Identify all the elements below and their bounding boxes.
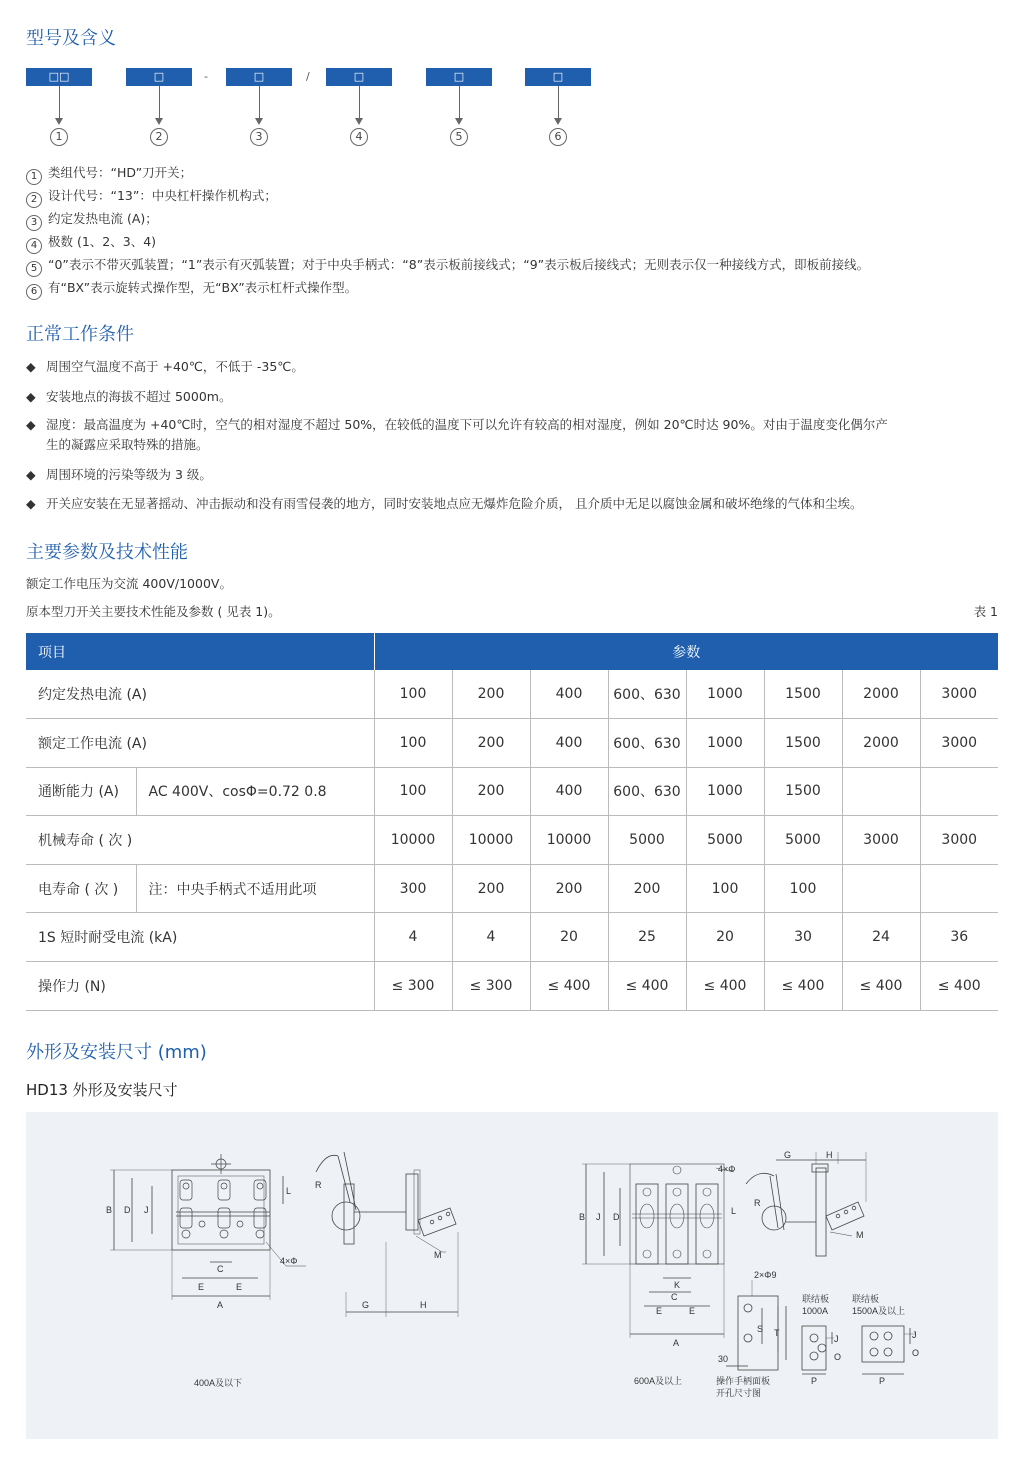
code-separator: - [204, 70, 208, 83]
section-title-conditions: 正常工作条件 [26, 324, 134, 345]
drawing-subtitle: HD13 外形及安装尺寸 [26, 1081, 178, 1099]
dim-label: L [731, 1206, 737, 1216]
handle-caption: 开孔尺寸图 [716, 1388, 762, 1398]
condition-item: ◆ 开关应安装在无显著摇动、冲击振动和没有雨雪侵袭的地方，同时安装地点应无爆炸危险介质， 且介质中无足以腐蚀金属和破坏绝缘的气体和尘埃。 [26, 494, 1001, 514]
voltage-text: 额定工作电压为交流 400V/1000V。 [26, 576, 232, 591]
dim-label: O [834, 1352, 842, 1362]
table-row: 电寿命 ( 次 ) 注：中央手柄式不适用此项 300 200 200 200 100 100 [26, 864, 998, 913]
hole-note-2: 2×Φ9 [754, 1270, 777, 1280]
plate-caption: 1500A及以上 [852, 1306, 906, 1316]
dimension-drawing [26, 1112, 998, 1439]
arrow-down-icon [355, 118, 363, 125]
caption-left: 400A及以下 [194, 1378, 243, 1388]
table-row: 额定工作电流 (A) 100 200 400 600、630 1000 1500 2000 3000 [26, 719, 998, 768]
table-head-item: 项目 [26, 633, 374, 670]
arrow-down-icon [455, 118, 463, 125]
handle-caption: 操作手柄面板 [716, 1376, 771, 1386]
code-box: □ [126, 68, 192, 86]
pointer-line [59, 86, 60, 122]
dim-label: A [673, 1338, 680, 1348]
caption-right: 600A及以上 [634, 1376, 683, 1386]
dim-label: M [434, 1250, 442, 1260]
dim-label: R [315, 1180, 322, 1190]
dim-label: L [286, 1186, 292, 1196]
code-number: 1 [50, 128, 68, 146]
condition-item: ◆ 安装地点的海拔不超过 5000m。 [26, 387, 1001, 407]
diamond-bullet-icon: ◆ [26, 496, 36, 511]
code-number: 6 [549, 128, 567, 146]
dim-label: G [784, 1150, 792, 1160]
dim-label: J [912, 1330, 917, 1340]
arrow-down-icon [255, 118, 263, 125]
pointer-line [159, 86, 160, 122]
section-title-model: 型号及含义 [26, 28, 116, 49]
plate-caption: 联结板 [802, 1294, 830, 1304]
dim-label: G [362, 1300, 370, 1310]
dim-label: J [834, 1334, 839, 1344]
plate-caption: 1000A [802, 1306, 829, 1316]
dim-label: S [757, 1324, 764, 1334]
condition-item: ◆ 湿度：最高温度为 +40℃时，空气的相对湿度不超过 50%，在较低的温度下可以允许有较高的相对湿度，例如 20℃时达 90%。对由于温度变化偶尔产 生的凝露应采取特殊的措施。 [26, 417, 888, 452]
code-box: □ [426, 68, 492, 86]
table-row: 1S 短时耐受电流 (kA) 4 4 20 25 20 30 24 36 [26, 913, 998, 962]
dim-label: B [579, 1212, 586, 1222]
spec-table [26, 633, 998, 1011]
diamond-bullet-icon: ◆ [26, 359, 36, 374]
dim-label: R [754, 1198, 761, 1208]
hole-note: 4×Φ [718, 1164, 736, 1174]
meaning-item: 5 “0”表示不带灭弧装置；“1”表示有灭弧装置；对于中央手柄式：“8”表示板前接线式；“9”表示板后接线式；无则表示仅一种接线方式，即板前接线。 [26, 255, 869, 277]
dim-label: H [420, 1300, 427, 1310]
pointer-line [558, 86, 559, 122]
table-row: 机械寿命 ( 次 ) 10000 10000 10000 5000 5000 5000 3000 3000 [26, 816, 998, 865]
arrow-down-icon [554, 118, 562, 125]
meaning-item: 3 约定发热电流 (A)； [26, 209, 158, 231]
dim-label: A [217, 1300, 224, 1310]
dim-label: C [217, 1264, 224, 1274]
code-number: 3 [250, 128, 268, 146]
dim-label: D [124, 1205, 131, 1215]
code-box: □ [525, 68, 591, 86]
code-box: □□ [26, 68, 92, 86]
table-row: 通断能力 (A) AC 400V、cosΦ=0.72 0.8 100 200 400 600、630 1000 1500 [26, 767, 998, 816]
diamond-bullet-icon: ◆ [26, 417, 36, 432]
code-box: □ [326, 68, 392, 86]
dim-label: E [198, 1282, 205, 1292]
dim-label: O [912, 1348, 920, 1358]
pointer-line [259, 86, 260, 122]
diamond-bullet-icon: ◆ [26, 467, 36, 482]
pointer-line [359, 86, 360, 122]
code-separator: / [306, 70, 310, 83]
arrow-down-icon [155, 118, 163, 125]
technical-drawing-svg [26, 1112, 998, 1439]
meaning-item: 2 设计代号：“13”：中央杠杆操作机构式； [26, 186, 277, 208]
code-number: 2 [150, 128, 168, 146]
section-title-params: 主要参数及技术性能 [26, 542, 188, 563]
code-box: □ [226, 68, 292, 86]
dim-label: P [811, 1376, 818, 1386]
dim-30: 30 [718, 1354, 729, 1364]
pointer-line [459, 86, 460, 122]
dim-label: D [613, 1212, 620, 1222]
dim-label: K [674, 1280, 681, 1290]
meaning-item: 4 极数 (1、2、3、4) [26, 232, 156, 254]
condition-item: ◆ 周围环境的污染等级为 3 级。 [26, 465, 1001, 485]
dim-label: B [106, 1205, 113, 1215]
meaning-item: 1 类组代号：“HD”刀开关； [26, 163, 192, 185]
code-number: 5 [450, 128, 468, 146]
dim-label: T [774, 1328, 780, 1338]
table-row: 操作力 (N) ≤ 300 ≤ 300 ≤ 400 ≤ 400 ≤ 400 ≤ 400 ≤ 400 ≤ 400 [26, 962, 998, 1011]
hole-note: 4×Φ [280, 1256, 298, 1266]
table-number: 表 1 [973, 604, 998, 619]
dim-label: C [671, 1292, 678, 1302]
table-row: 约定发热电流 (A) 100 200 400 600、630 1000 1500 2000 3000 [26, 670, 998, 719]
dim-label: P [879, 1376, 886, 1386]
section-title-dims: 外形及安装尺寸 (mm) [26, 1042, 207, 1063]
meaning-item: 6 有“BX”表示旋转式操作型，无“BX”表示杠杆式操作型。 [26, 278, 357, 300]
dim-label: M [856, 1230, 864, 1240]
intro-text: 原本型刀开关主要技术性能及参数 ( 见表 1)。 [26, 604, 281, 619]
table-head-params: 参数 [374, 633, 998, 670]
dim-label: H [826, 1150, 833, 1160]
dim-label: J [596, 1212, 601, 1222]
plate-caption: 联结板 [852, 1294, 880, 1304]
dim-label: E [656, 1306, 663, 1316]
diamond-bullet-icon: ◆ [26, 389, 36, 404]
condition-item: ◆ 周围空气温度不高于 +40℃，不低于 -35℃。 [26, 357, 1001, 377]
dim-label: E [236, 1282, 243, 1292]
dim-label: J [144, 1205, 149, 1215]
arrow-down-icon [55, 118, 63, 125]
code-number: 4 [350, 128, 368, 146]
dim-label: E [689, 1306, 696, 1316]
